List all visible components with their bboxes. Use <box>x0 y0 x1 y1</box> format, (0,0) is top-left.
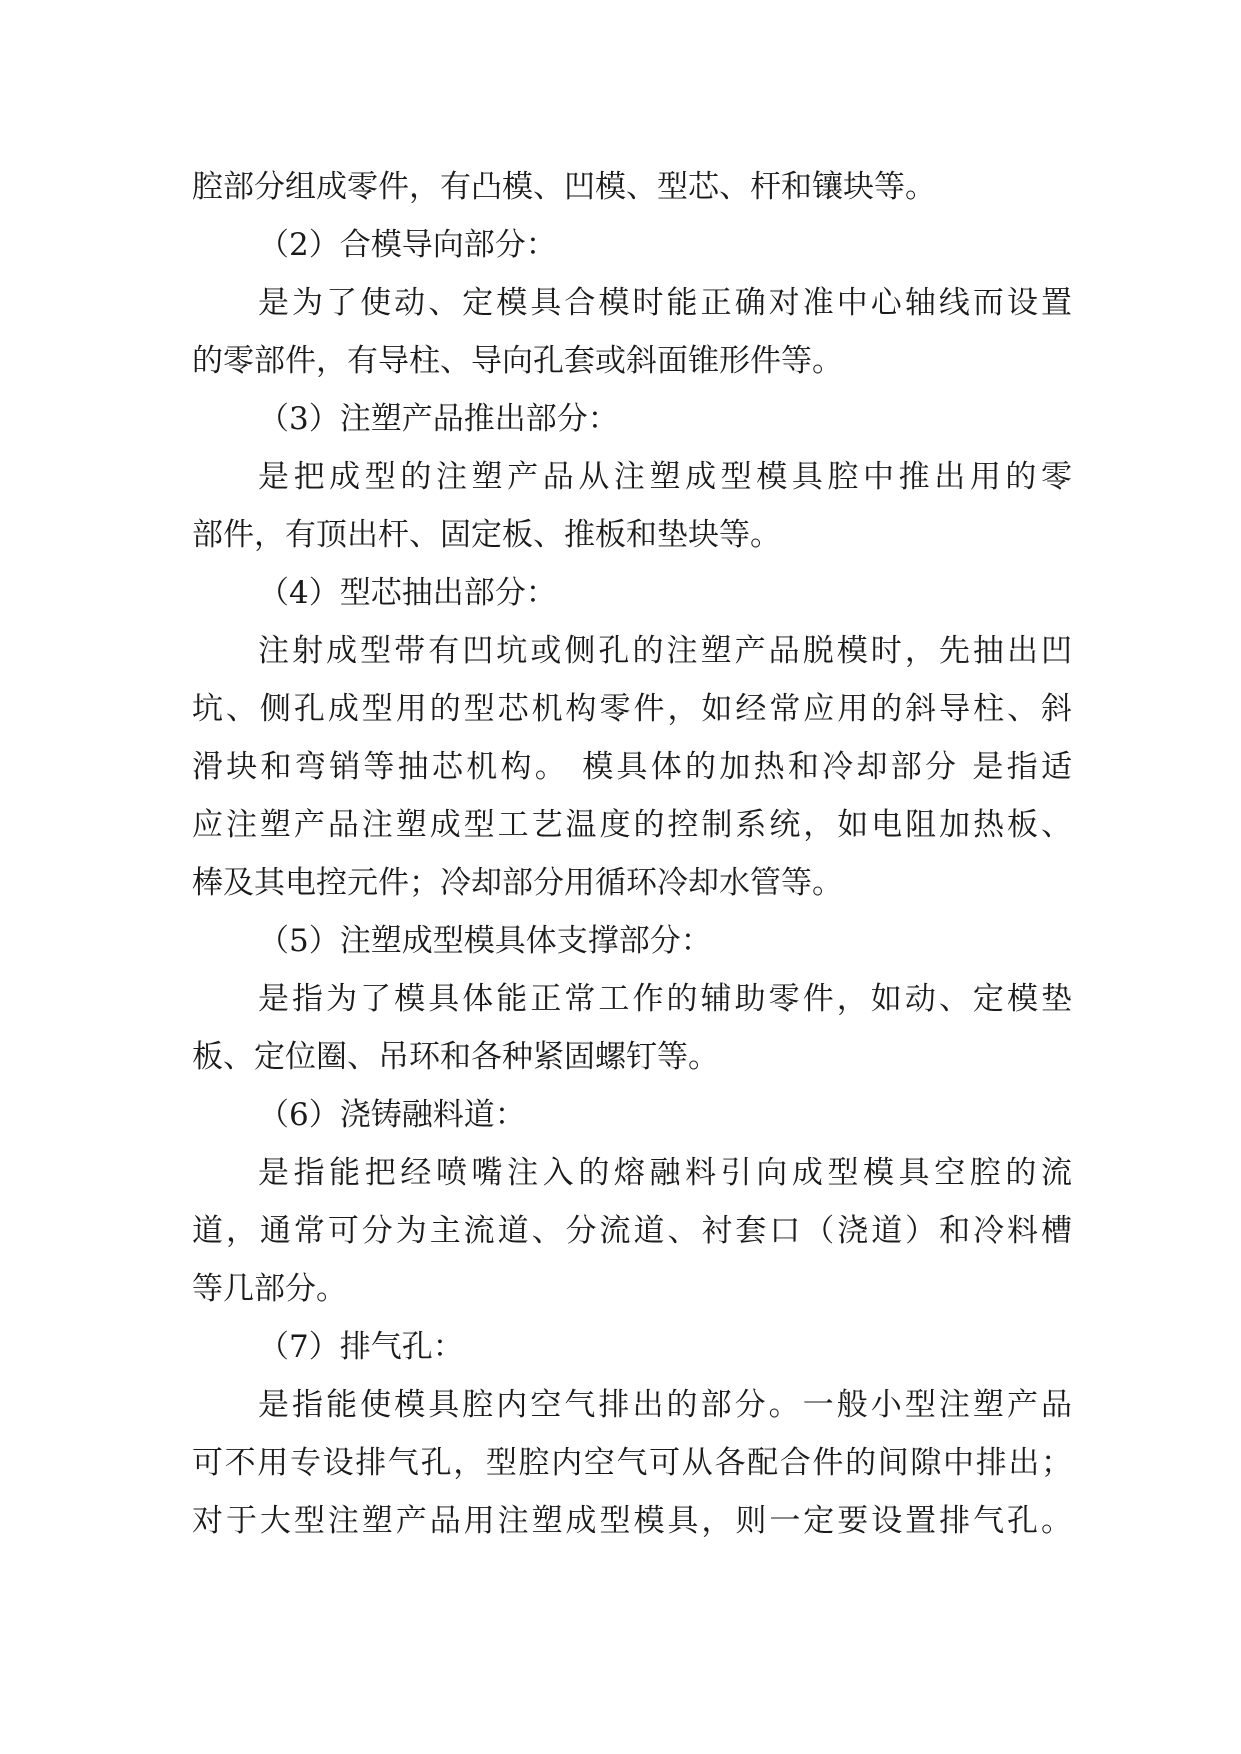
paragraph-line: 棒及其电控元件；冷却部分用循环冷却水管等。 <box>192 865 843 901</box>
paragraph-line: 注射成型带有凹坑或侧孔的注塑产品脱模时，先抽出凹 <box>258 633 1072 669</box>
paragraph-line: 坑、侧孔成型用的型芯机构零件，如经常应用的斜导柱、斜 <box>192 691 1072 727</box>
section-heading-6: （6）浇铸融料道： <box>258 1097 526 1133</box>
paragraph-line: 是为了使动、定模具合模时能正确对准中心轴线而设置 <box>258 285 1072 321</box>
paragraph-line: 滑块和弯销等抽芯机构。 模具体的加热和冷却部分 是指适 <box>192 749 1072 785</box>
paragraph-line: 的零部件，有导柱、导向孔套或斜面锥形件等。 <box>192 343 843 379</box>
paragraph-line: 应注塑产品注塑成型工艺温度的控制系统，如电阻加热板、 <box>192 807 1072 843</box>
section-heading-7: （7）排气孔： <box>258 1329 464 1365</box>
section-heading-2: （2）合模导向部分： <box>258 227 557 263</box>
paragraph-line: 腔部分组成零件，有凸模、凹模、型芯、杆和镶块等。 <box>192 169 936 205</box>
paragraph-line: 是指为了模具体能正常工作的辅助零件，如动、定模垫 <box>258 981 1072 1017</box>
paragraph-line: 等几部分。 <box>192 1271 347 1307</box>
section-heading-4: （4）型芯抽出部分： <box>258 575 557 611</box>
paragraph-line: 道，通常可分为主流道、分流道、衬套口（浇道）和冷料槽 <box>192 1213 1072 1249</box>
paragraph-line: 对于大型注塑产品用注塑成型模具，则一定要设置排气孔。 <box>192 1503 1072 1539</box>
paragraph-line: 是指能把经喷嘴注入的熔融料引向成型模具空腔的流 <box>258 1155 1072 1191</box>
paragraph-line: 是把成型的注塑产品从注塑成型模具腔中推出用的零 <box>258 459 1072 495</box>
paragraph-line: 可不用专设排气孔，型腔内空气可从各配合件的间隙中排出； <box>192 1445 1072 1481</box>
paragraph-line: 是指能使模具腔内空气排出的部分。一般小型注塑产品 <box>258 1387 1072 1423</box>
paragraph-line: 部件，有顶出杆、固定板、推板和垫块等。 <box>192 517 781 553</box>
section-heading-3: （3）注塑产品推出部分： <box>258 401 619 437</box>
paragraph-line: 板、定位圈、吊环和各种紧固螺钉等。 <box>192 1039 719 1075</box>
section-heading-5: （5）注塑成型模具体支撑部分： <box>258 923 712 959</box>
